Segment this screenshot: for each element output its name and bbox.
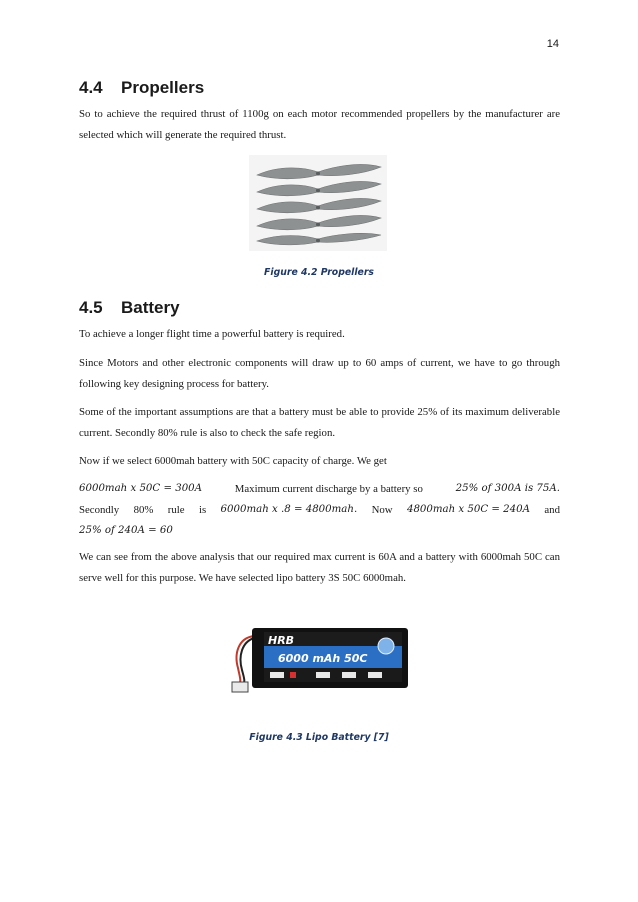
propellers-paragraph: So to achieve the required thrust of 1100g on each motor recommended propellers by the manufacturer are selected which will generate the required thrust. bbox=[79, 108, 560, 141]
equation-80-percent: 6000mah x .8 = 4800mah. bbox=[220, 504, 358, 515]
lipo-battery-figure bbox=[224, 624, 411, 694]
section-heading-battery bbox=[79, 298, 180, 318]
equation-word: Now bbox=[371, 503, 393, 516]
equation-25-percent: 25% of 300A is 75A. bbox=[455, 483, 560, 494]
equation-word: is bbox=[198, 503, 207, 516]
equation-discharge: 4800mah x 50C = 240A bbox=[406, 504, 530, 515]
equation-line-2 bbox=[79, 499, 560, 520]
equation-word: 80% bbox=[133, 503, 154, 516]
section-title: Propellers bbox=[121, 78, 205, 97]
section-number: 4.4 bbox=[79, 78, 103, 97]
section-heading-propellers bbox=[79, 78, 204, 98]
equation-word: rule bbox=[167, 503, 185, 516]
equation-capacity: 6000mah x 50C = 300A bbox=[79, 483, 203, 494]
battery-paragraph-4: Now if we select 6000mah battery with 50C capacity of charge. We get bbox=[79, 455, 387, 467]
battery-paragraph-3: Some of the important assumptions are that a battery must be able to provide 25% of its maximum deliverable current. Secondly 80% rule is also to check the safe region. bbox=[79, 406, 560, 439]
equation-line-1 bbox=[79, 478, 560, 499]
battery-brand-label: HRB bbox=[268, 634, 295, 647]
battery-paragraph-5: We can see from the above analysis that our required max current is 60A and a battery with 6000mah 50C can serve well for this purpose. We have selected lipo battery 3S 50C 6000mah. bbox=[79, 551, 560, 584]
equation-line-3 bbox=[79, 520, 560, 541]
equation-text: Maximum current discharge by a battery so bbox=[234, 482, 423, 495]
propellers-figure bbox=[249, 155, 387, 251]
battery-paragraph-2: Since Motors and other electronic components will draw up to 60 amps of current, we have to go through following key designing process for battery. bbox=[79, 357, 560, 390]
page-number: 14 bbox=[546, 38, 559, 50]
section-number: 4.5 bbox=[79, 298, 103, 317]
equation-result: 25% of 240A = 60 bbox=[79, 525, 173, 536]
figure-caption-battery: Figure 4.3 Lipo Battery [7] bbox=[249, 732, 389, 743]
equation-word: Secondly bbox=[79, 503, 120, 516]
figure-caption-propellers: Figure 4.2 Propellers bbox=[264, 267, 374, 278]
equation-word: and bbox=[544, 503, 560, 516]
section-title: Battery bbox=[121, 298, 180, 317]
battery-paragraph-1: To achieve a longer flight time a powerful battery is required. bbox=[79, 328, 345, 340]
battery-capacity-label: 6000 mAh 50C bbox=[278, 652, 368, 665]
